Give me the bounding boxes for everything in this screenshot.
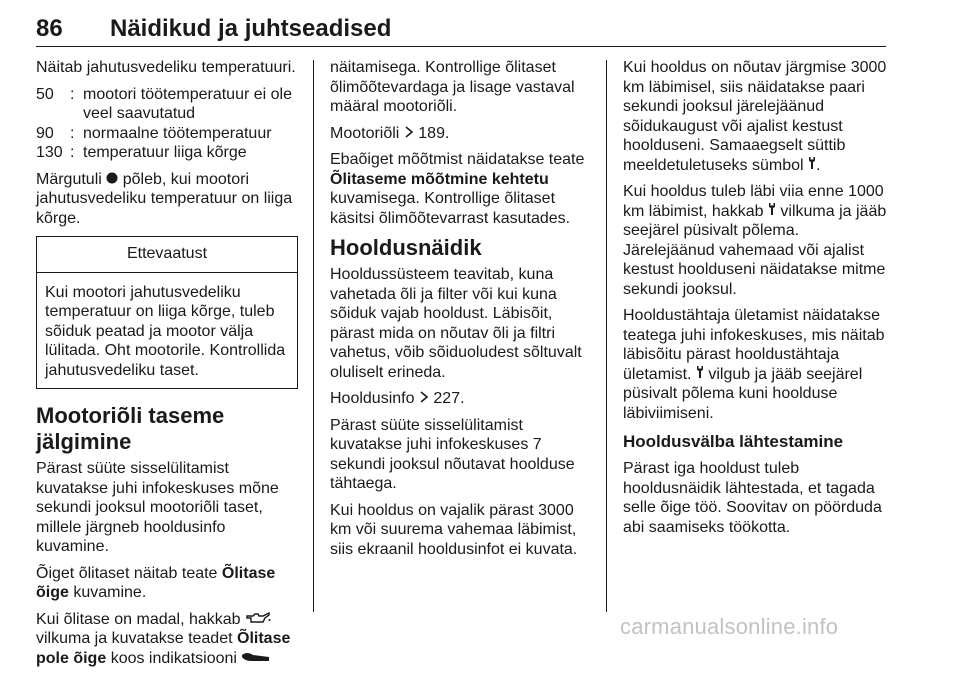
text-span: kuvamisega. Kontrollige õlitaset käsitsi õlimõõtevarrast kasutades. [330,190,571,227]
table-row [36,85,298,124]
column-2 [330,58,598,566]
temp-description: temperatuur liiga kõrge [83,144,247,161]
temperature-table [36,85,298,163]
temp-separator: : [70,144,75,161]
paragraph: Pärast süüte sisselülitamist kuvatakse juhi infokeskuses 7 sekundi jooksul nõutavat hoolduse tähtaega. [330,416,575,493]
temp-description: normaalne töötemperatuur [83,124,272,142]
paragraph: Hooldussüsteem teavitab, kuna vahetada õli ja filter või kui kuna sõiduk vajab hooldust. Läbisõit, pärast mida on nõutav õli ja filtri vahetus, võib sõiduoludest sõltuvalt oluliselt erineda. [330,266,582,381]
page-title: Näidikud ja juhtseadised [110,15,392,42]
text-span: vilkuma ja kuvatakse teadet [36,630,233,648]
text-span: Õiget õlitaset näitab teate [36,564,218,582]
table-row [36,143,298,163]
oil-can-icon [245,610,271,630]
oil-level-icon [241,649,271,669]
temp-separator: : [70,124,75,142]
paragraph [330,389,598,409]
text-span: Mootoriõli [330,124,400,142]
temp-separator: : [70,85,75,103]
caution-text: Kui mootori jahutusvedeliku temperatuur on liiga kõrge, tuleb sõiduk peatad ja mootor välja lülitada. Oht mootorile. Kontrollida jahutusvedeliku taset. [45,283,286,379]
text-span: vilkuma ja jääb seejärel püsivalt põlema. Järelejäänud vahemaad või ajalist kestust hoolduseni näidatakse mitme sekundi jooksul. [623,202,887,298]
text-span: Kui õlitase on madal, hakkab [36,610,241,628]
dot-icon [106,170,118,190]
column-1 [36,58,298,675]
temp-description: mootori töötemperatuur ei ole veel saavutatud [83,85,292,122]
paragraph [36,564,298,603]
paragraph: Pärast süüte sisselülitamist kuvatakse juhi infokeskuses mõne sekundi jooksul mootoriõli taset, millele järgneb hooldusinfo kuvamine. [36,460,279,556]
text-span: . [816,156,821,174]
message-name: Õlitase õige [36,564,276,602]
section-title-service: Hooldusnäidik [330,235,482,261]
page-reference: 227. [433,390,465,408]
page-reference-icon [404,124,414,144]
page-header [36,12,886,47]
paragraph [36,610,298,669]
page-number: 86 [36,15,63,42]
text-span: koos indikatsiooni [110,649,237,667]
paragraph [623,58,888,175]
paragraph: Pärast iga hooldust tuleb hooldusnäidik lähtestada, et tagada selle õige töö. Soovitav on pöörduda abi saamiseks töökotta. [623,460,882,536]
text-span: vilgub ja jääb seejärel püsivalt põlema kuni hoolduse läbiviimiseni. [623,365,863,422]
intro-text: Näitab jahutusvedeliku temperatuuri. [36,59,296,76]
caution-box [36,236,298,389]
table-row [36,124,298,144]
paragraph: Kui hooldus on vajalik pärast 3000 km või suurema vahemaa läbimist, siis ekraanil hooldusinfot ei kuvata. [330,501,578,558]
column-divider-1 [313,60,314,612]
paragraph [330,150,598,228]
text-span: Hooldustähtaja ületamist näidatakse teatega juhi infokeskuses, mis näitab läbisõitu pärast hooldustähtaja ületamist. [623,307,885,383]
wrench-icon [768,202,776,222]
paragraph: näitamisega. Kontrollige õlitaset õlimõõtevardaga ja lisage vastaval määral mootoriõli. [330,59,575,115]
text-span: Kui hooldus tuleb läbi viia enne 1000 km läbimist, hakkab [623,183,884,220]
paragraph [330,124,598,144]
column-3 [623,58,888,544]
message-name: Õlitaseme mõõtmine kehtetu [330,170,549,188]
subsection-title-reset: Hooldusvälba lähtestamine [623,432,844,452]
text-span: Hooldusinfo [330,390,415,408]
text-span: kuvamine. [73,584,147,602]
wrench-icon [696,365,704,385]
caution-title: Ettevaatust [37,237,297,273]
page-reference-icon [419,389,429,409]
paragraph [623,182,888,299]
warning-light-text [36,170,298,229]
paragraph [623,306,888,423]
page-reference: 189. [418,124,450,142]
watermark: carmanualsonline.info [620,614,839,639]
message-name: Õlitase pole õige [36,630,291,667]
wrench-icon [808,156,816,176]
temp-value: 50 [36,85,54,103]
temp-value: 130 [36,144,63,161]
temp-value: 90 [36,124,54,142]
text-span: Ebaõiget mõõtmist näidatakse teate [330,151,585,169]
warning-light-post: põleb, kui mootori jahutusvedeliku temperatuur on liiga kõrge. [36,170,293,227]
warning-light-pre: Märgutuli [36,170,102,188]
section-title-oil-level: Mootoriõli taseme jälgimine [36,403,225,455]
column-divider-2 [606,60,607,612]
text-span: Kui hooldus on nõutav järgmise 3000 km läbimisel, siis näidatakse paari sekundi jooksul järelejäänud sõidukaugust või ajalist kestust hoolduseni. Samaaegselt süttib meeldetuletuseks sümbol [623,59,887,174]
